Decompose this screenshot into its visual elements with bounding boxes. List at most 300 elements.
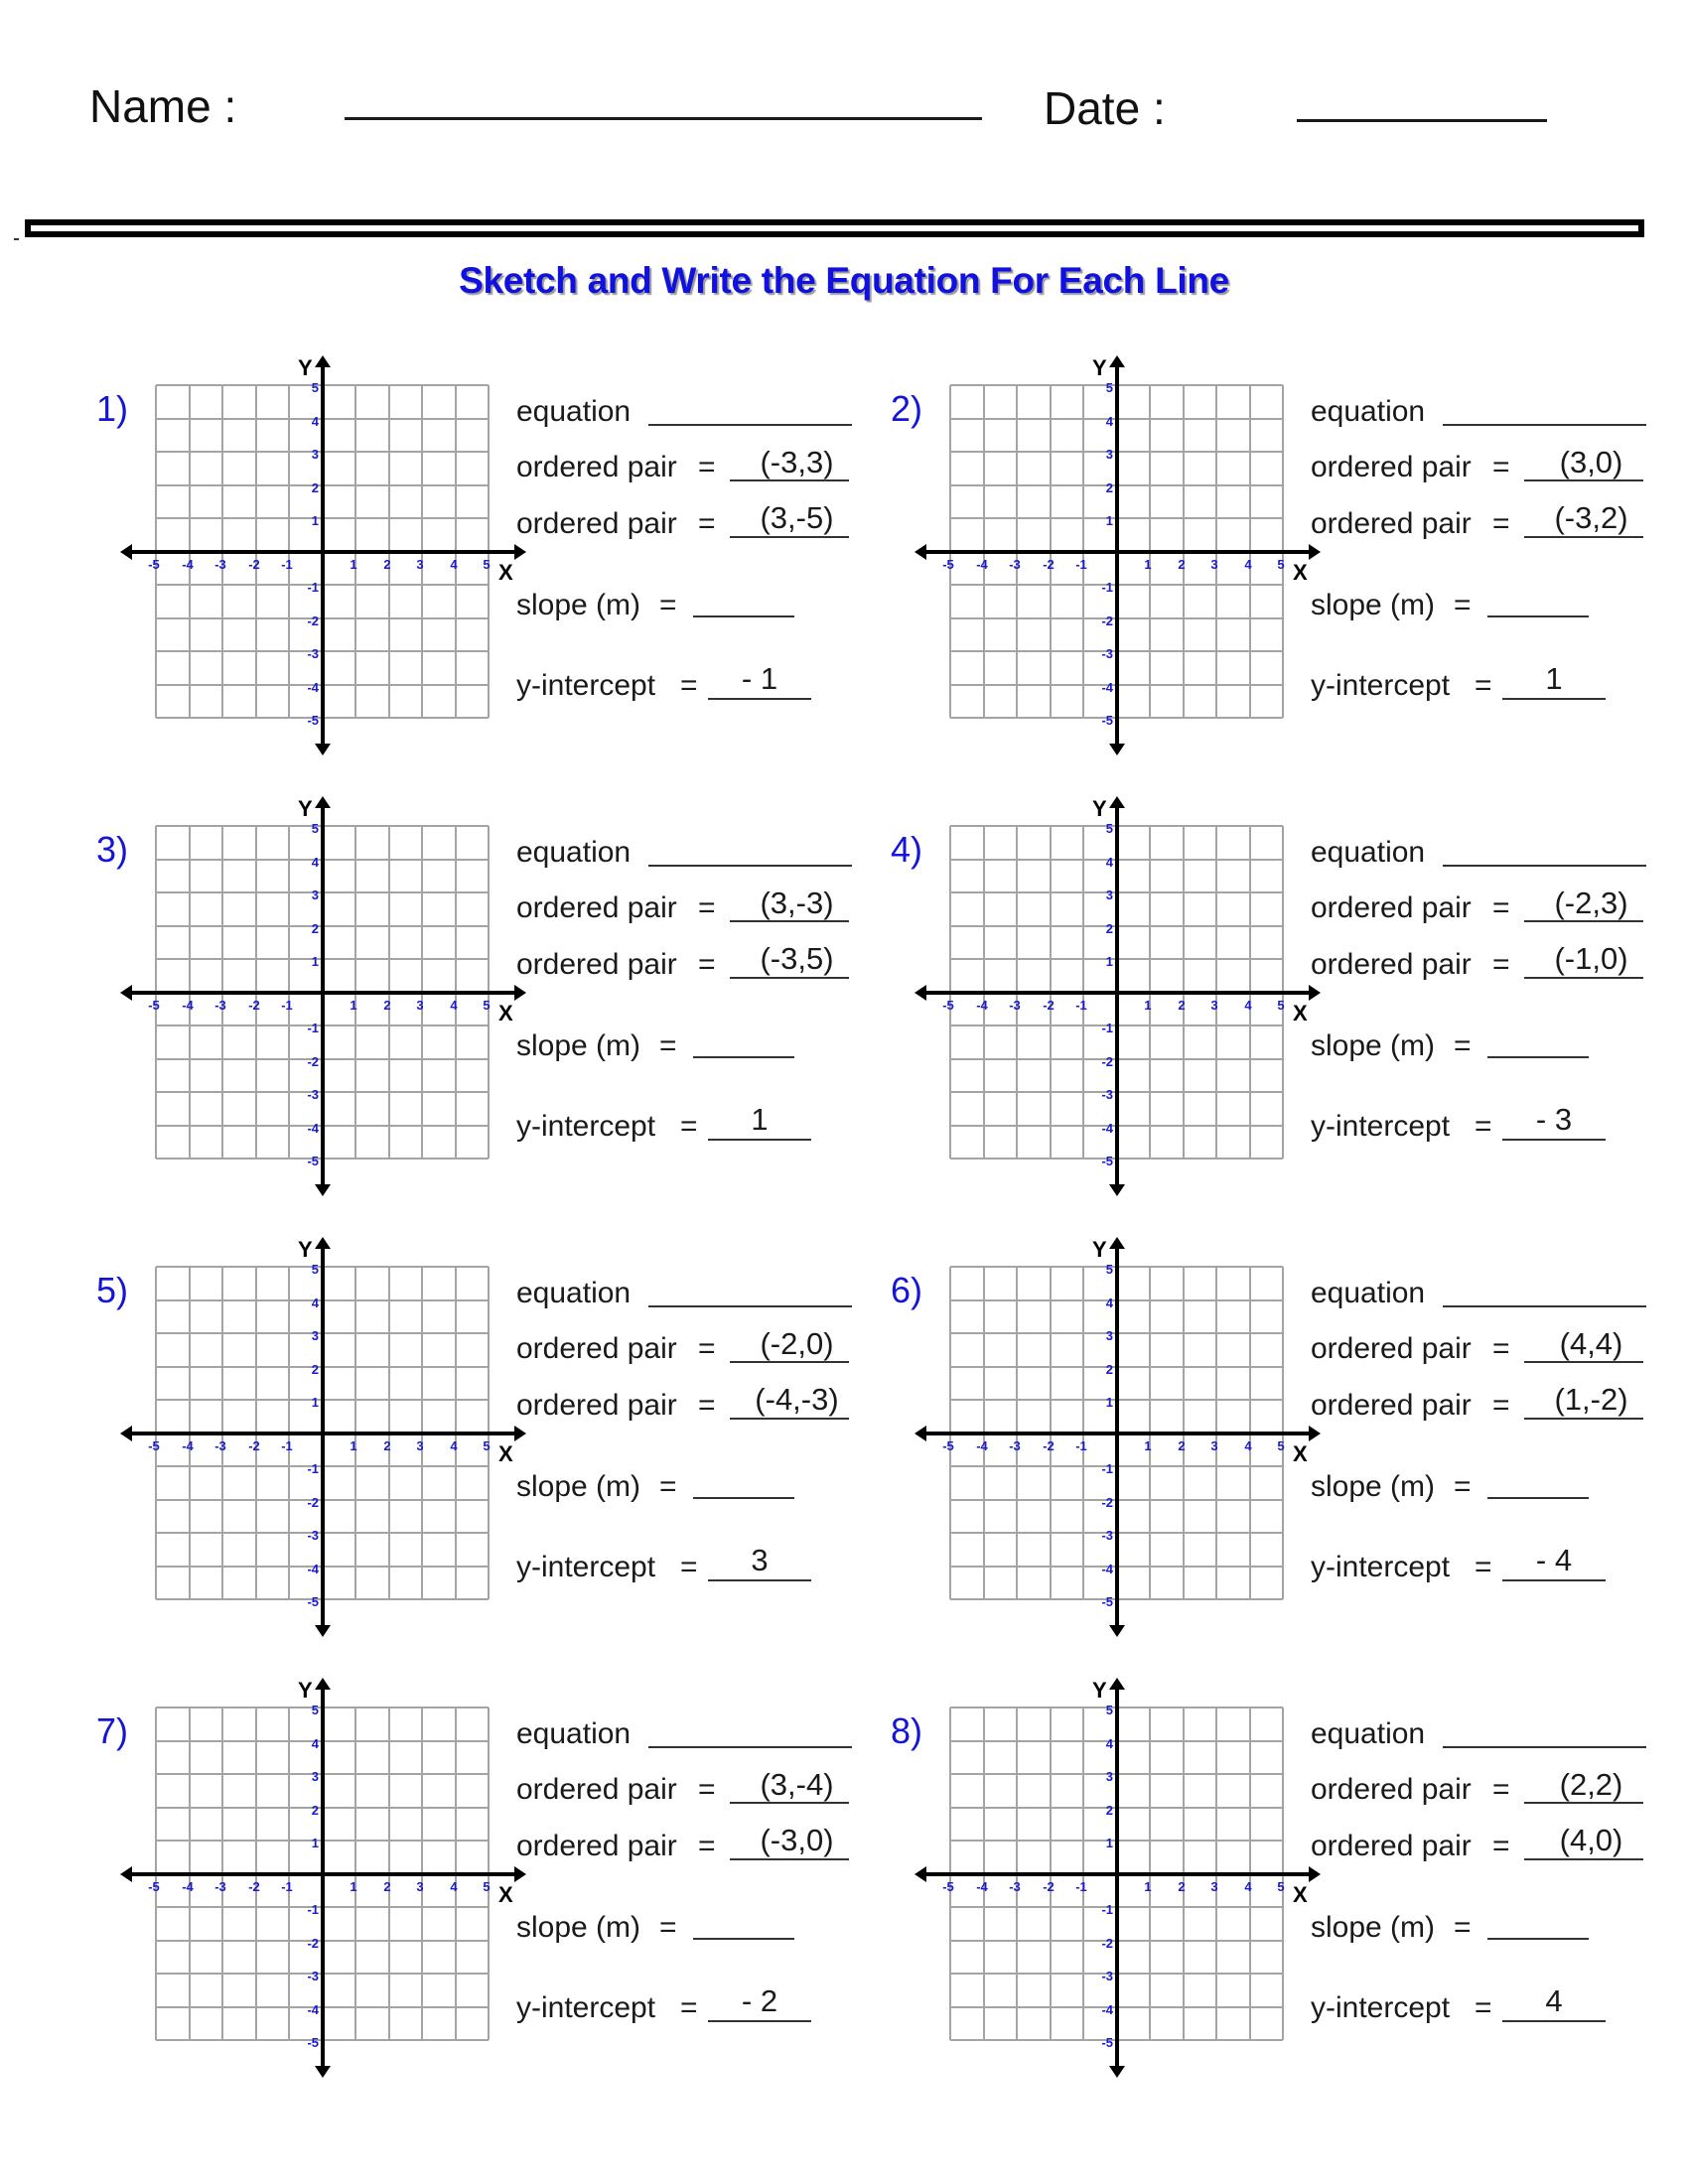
equals-sign: = [1454,1911,1472,1944]
y-tick-label: 4 [1105,855,1113,870]
y-tick-label: 2 [311,1803,319,1818]
x-tick-label: 3 [1210,557,1218,572]
equals-sign: = [659,1029,677,1062]
y-tick-label: 3 [1105,887,1113,902]
y-tick-label: 1 [311,1836,319,1850]
y-tick-label: -1 [1101,1902,1113,1917]
y-tick-label: 3 [311,887,319,902]
y-tick-label: -5 [1101,1154,1113,1168]
y-tick-label: 3 [311,1328,319,1343]
equals-sign: = [659,589,677,621]
x-tick-label: 2 [383,1438,391,1453]
slope-answer-field[interactable] [693,1938,794,1940]
x-tick-label: 5 [483,998,491,1013]
arrow-up-icon [315,1678,331,1690]
ordered-pair-1-field[interactable] [730,479,849,481]
x-tick-label: 3 [416,998,424,1013]
y-axis-label: Y [298,796,313,821]
equals-sign: = [1475,1991,1492,2024]
x-tick-label: -1 [1075,1879,1087,1894]
equals-sign: = [659,1911,677,1944]
equals-sign: = [680,1110,698,1143]
ordered-pair-2-value: (-3,0) [760,1823,834,1857]
x-tick-label: -5 [148,998,160,1013]
ordered-pair-2-field[interactable] [730,977,849,979]
ordered-pair-label: ordered pair [516,948,677,981]
arrow-left-icon [120,1866,132,1882]
y-tick-label: -1 [307,1021,319,1035]
x-tick-label: -2 [248,1879,260,1894]
y-intercept-label: y-intercept [1311,1110,1451,1143]
arrow-down-icon [315,2066,331,2078]
arrow-left-icon [120,1426,132,1441]
problem-number: 3) [96,829,129,870]
ordered-pair-1-value: (2,2) [1559,1767,1623,1802]
equals-sign: = [1492,891,1510,924]
x-tick-label: 2 [383,998,391,1013]
equation-label: equation [1311,1277,1426,1309]
x-tick-label: -1 [1075,557,1087,572]
ordered-pair-2-value: (-1,0) [1554,941,1628,976]
x-axis-label: X [498,560,513,585]
y-tick-label: -5 [307,1594,319,1609]
equals-sign: = [1492,1773,1510,1806]
equals-sign: = [1492,948,1510,981]
ordered-pair-label: ordered pair [516,451,677,483]
y-tick-label: 5 [1105,1262,1113,1277]
ordered-pair-1-value: (-2,3) [1554,886,1628,920]
name-field[interactable] [345,117,982,120]
ordered-pair-2-field[interactable] [1524,977,1643,979]
y-tick-label: -2 [1101,1495,1113,1510]
x-tick-label: 1 [1144,998,1152,1013]
y-intercept-value: - 1 [741,661,778,696]
x-tick-label: 1 [350,998,357,1013]
ordered-pair-2-value: (-3,5) [760,941,834,976]
y-tick-label: 2 [311,1362,319,1377]
y-axis [1115,363,1119,746]
y-intercept-field[interactable] [708,1139,811,1141]
y-intercept-field[interactable] [1502,2020,1606,2022]
ordered-pair-label: ordered pair [516,1830,677,1862]
x-tick-label: -4 [182,557,194,572]
y-tick-label: 1 [311,1395,319,1410]
x-tick-label: 1 [350,1879,357,1894]
y-tick-label: 2 [311,480,319,495]
ordered-pair-2-field[interactable] [1524,1858,1643,1860]
x-tick-label: 4 [1244,557,1252,572]
arrow-right-icon [1309,544,1321,560]
x-tick-label: -2 [248,1438,260,1453]
slope-label: slope (m) [516,1911,641,1944]
arrow-right-icon [1309,1426,1321,1441]
y-tick-label: -4 [307,1562,319,1576]
arrow-left-icon [120,985,132,1001]
y-intercept-field[interactable] [708,2020,811,2022]
x-tick-label: 4 [450,1438,458,1453]
ordered-pair-2-field[interactable] [1524,536,1643,538]
x-axis-label: X [1293,560,1308,585]
date-field[interactable] [1297,119,1547,122]
slope-answer-field[interactable] [693,1497,794,1499]
y-axis-label: Y [298,355,313,380]
arrow-down-icon [1109,1625,1125,1637]
ordered-pair-1-value: (3,-4) [760,1767,834,1802]
name-label: Name : [89,80,237,132]
y-intercept-value: - 3 [1535,1102,1573,1137]
equation-answer-field[interactable] [1443,1746,1646,1748]
equation-answer-field[interactable] [1443,865,1646,867]
slope-answer-field[interactable] [1487,1056,1589,1058]
y-intercept-label: y-intercept [1311,1551,1451,1583]
y-tick-label: -5 [307,2035,319,2050]
y-tick-label: -3 [307,1528,319,1543]
y-tick-label: 3 [311,1769,319,1784]
arrow-left-icon [914,1866,926,1882]
header-divider [25,219,1644,237]
y-tick-label: 5 [311,1262,319,1277]
y-intercept-field[interactable] [1502,1579,1606,1581]
y-tick-label: 5 [1105,380,1113,395]
x-tick-label: 1 [1144,1438,1152,1453]
y-tick-label: -2 [307,1054,319,1069]
equation-answer-field[interactable] [648,424,852,426]
x-tick-label: 4 [1244,1438,1252,1453]
arrow-down-icon [1109,2066,1125,2078]
y-tick-label: 3 [311,447,319,462]
arrow-right-icon [514,1426,526,1441]
ordered-pair-1-field[interactable] [1524,1802,1643,1804]
y-tick-label: 2 [1105,1803,1113,1818]
y-axis-label: Y [298,1678,313,1703]
x-tick-label: 5 [1277,1879,1285,1894]
x-tick-label: -5 [148,1879,160,1894]
x-tick-label: 5 [483,1438,491,1453]
ordered-pair-2-field[interactable] [730,1858,849,1860]
x-tick-label: -4 [976,1438,988,1453]
ordered-pair-label: ordered pair [1311,1332,1472,1365]
y-intercept-value: 1 [751,1102,769,1137]
equals-sign: = [1492,1830,1510,1862]
x-tick-label: 3 [1210,1879,1218,1894]
y-tick-label: 3 [1105,1328,1113,1343]
x-tick-label: -1 [281,1438,293,1453]
y-axis [321,804,325,1186]
y-intercept-label: y-intercept [1311,1991,1451,2024]
x-tick-label: -3 [1009,1879,1021,1894]
arrow-down-icon [1109,744,1125,755]
ordered-pair-1-field[interactable] [730,1802,849,1804]
y-tick-label: -4 [1101,2002,1113,2017]
equals-sign: = [1475,1551,1492,1583]
ordered-pair-label: ordered pair [1311,1773,1472,1806]
y-axis [321,363,325,746]
problem-number: 8) [891,1710,923,1751]
y-tick-label: 2 [1105,921,1113,936]
y-tick-label: 5 [1105,1703,1113,1717]
y-axis [1115,804,1119,1186]
y-tick-label: -5 [307,713,319,728]
y-tick-label: -1 [307,580,319,595]
x-axis-label: X [498,1441,513,1466]
equation-answer-field[interactable] [648,1746,852,1748]
slope-answer-field[interactable] [1487,1938,1589,1940]
x-axis-label: X [1293,1882,1308,1907]
ordered-pair-1-value: (3,-3) [760,886,834,920]
x-tick-label: -3 [214,1879,226,1894]
y-intercept-label: y-intercept [516,669,656,702]
x-tick-label: -1 [1075,998,1087,1013]
ordered-pair-1-value: (-2,0) [760,1326,834,1361]
y-tick-label: 1 [311,954,319,969]
equation-answer-field[interactable] [1443,1305,1646,1307]
ordered-pair-2-field[interactable] [1524,1418,1643,1420]
y-axis-label: Y [1092,1237,1107,1262]
ordered-pair-1-field[interactable] [1524,479,1643,481]
problem-number: 6) [891,1270,923,1310]
y-intercept-field[interactable] [1502,1139,1606,1141]
equation-label: equation [516,1717,632,1750]
ordered-pair-2-field[interactable] [730,536,849,538]
y-tick-label: -1 [307,1902,319,1917]
arrow-up-icon [1109,1678,1125,1690]
ordered-pair-label: ordered pair [516,1773,677,1806]
x-tick-label: -5 [148,1438,160,1453]
ordered-pair-2-field[interactable] [730,1418,849,1420]
y-intercept-value: 4 [1545,1983,1563,2018]
arrow-up-icon [315,796,331,808]
y-axis [321,1245,325,1627]
x-tick-label: -4 [182,1879,194,1894]
equation-answer-field[interactable] [648,865,852,867]
y-tick-label: -3 [307,1087,319,1102]
equals-sign: = [1475,669,1492,702]
equation-label: equation [516,1277,632,1309]
x-tick-label: 1 [1144,557,1152,572]
y-tick-label: -3 [1101,1087,1113,1102]
x-axis-label: X [498,1001,513,1025]
x-tick-label: -3 [1009,998,1021,1013]
y-intercept-field[interactable] [708,698,811,700]
equation-answer-field[interactable] [1443,424,1646,426]
x-tick-label: 3 [416,557,424,572]
y-intercept-label: y-intercept [516,1110,656,1143]
x-tick-label: 5 [1277,557,1285,572]
y-tick-label: -3 [1101,1528,1113,1543]
slope-label: slope (m) [516,1029,641,1062]
slope-label: slope (m) [1311,1029,1436,1062]
ordered-pair-label: ordered pair [516,891,677,924]
ordered-pair-1-field[interactable] [1524,1361,1643,1363]
y-axis [1115,1686,1119,2068]
problem-number: 1) [96,388,129,429]
y-tick-label: -1 [1101,1461,1113,1476]
x-tick-label: -2 [1043,557,1055,572]
x-tick-label: -5 [942,1438,954,1453]
stray-mark [14,238,19,240]
y-tick-label: 4 [1105,414,1113,429]
y-intercept-label: y-intercept [516,1991,656,2024]
ordered-pair-label: ordered pair [516,1332,677,1365]
ordered-pair-2-value: (3,-5) [760,500,834,535]
y-intercept-label: y-intercept [1311,669,1451,702]
equation-label: equation [1311,1717,1426,1750]
arrow-up-icon [1109,1237,1125,1249]
arrow-left-icon [914,544,926,560]
y-tick-label: 4 [311,1736,319,1751]
y-tick-label: -1 [1101,1021,1113,1035]
equals-sign: = [1492,451,1510,483]
ordered-pair-1-value: (3,0) [1559,445,1623,479]
ordered-pair-2-value: (-4,-3) [755,1382,839,1417]
x-tick-label: -4 [976,998,988,1013]
equals-sign: = [698,1332,716,1365]
arrow-left-icon [120,544,132,560]
equation-label: equation [1311,836,1426,869]
equals-sign: = [680,669,698,702]
y-tick-label: 4 [311,1296,319,1310]
equals-sign: = [1475,1110,1492,1143]
y-tick-label: 5 [311,380,319,395]
y-tick-label: -3 [307,1969,319,1983]
slope-answer-field[interactable] [1487,615,1589,617]
y-tick-label: -5 [1101,2035,1113,2050]
y-tick-label: -5 [1101,713,1113,728]
x-axis-label: X [1293,1441,1308,1466]
y-tick-label: 5 [311,821,319,836]
equals-sign: = [698,948,716,981]
x-tick-label: 5 [1277,998,1285,1013]
y-intercept-label: y-intercept [516,1551,656,1583]
y-tick-label: 5 [1105,821,1113,836]
ordered-pair-2-value: (-3,2) [1554,500,1628,535]
arrow-left-icon [914,1426,926,1441]
arrow-up-icon [315,355,331,367]
slope-label: slope (m) [1311,589,1436,621]
x-tick-label: -4 [976,1879,988,1894]
x-tick-label: 2 [383,1879,391,1894]
arrow-down-icon [315,744,331,755]
arrow-down-icon [315,1184,331,1196]
y-intercept-field[interactable] [1502,698,1606,700]
arrow-up-icon [1109,355,1125,367]
y-tick-label: 2 [311,921,319,936]
y-tick-label: 1 [1105,1836,1113,1850]
y-tick-label: -2 [1101,614,1113,628]
ordered-pair-1-field[interactable] [730,920,849,922]
y-tick-label: -3 [307,646,319,661]
ordered-pair-label: ordered pair [1311,891,1472,924]
ordered-pair-1-field[interactable] [1524,920,1643,922]
y-tick-label: 2 [1105,1362,1113,1377]
ordered-pair-label: ordered pair [1311,451,1472,483]
y-tick-label: -4 [1101,1562,1113,1576]
problem-number: 5) [96,1270,129,1310]
x-tick-label: -5 [148,557,160,572]
x-tick-label: -1 [281,1879,293,1894]
equation-answer-field[interactable] [648,1305,852,1307]
ordered-pair-label: ordered pair [1311,507,1472,540]
x-tick-label: -2 [248,557,260,572]
x-tick-label: 5 [483,1879,491,1894]
y-tick-label: 4 [311,414,319,429]
x-tick-label: 4 [1244,998,1252,1013]
y-intercept-value: 1 [1545,661,1563,696]
equals-sign: = [698,1389,716,1422]
problem-number: 4) [891,829,923,870]
slope-answer-field[interactable] [693,615,794,617]
x-tick-label: 2 [1178,1879,1186,1894]
y-tick-label: 3 [1105,447,1113,462]
x-tick-label: 4 [1244,1879,1252,1894]
x-axis-label: X [498,1882,513,1907]
x-tick-label: 1 [350,557,357,572]
slope-answer-field[interactable] [693,1056,794,1058]
y-tick-label: -3 [1101,1969,1113,1983]
equals-sign: = [698,1773,716,1806]
equals-sign: = [1492,1389,1510,1422]
equation-label: equation [1311,395,1426,428]
y-tick-label: 1 [1105,1395,1113,1410]
equals-sign: = [698,1830,716,1862]
equals-sign: = [1492,507,1510,540]
y-intercept-field[interactable] [708,1579,811,1581]
y-tick-label: 3 [1105,1769,1113,1784]
y-tick-label: -4 [1101,680,1113,695]
arrow-right-icon [514,1866,526,1882]
arrow-up-icon [1109,796,1125,808]
slope-label: slope (m) [516,1470,641,1503]
y-tick-label: -1 [307,1461,319,1476]
equals-sign: = [1492,1332,1510,1365]
y-tick-label: -4 [307,2002,319,2017]
x-tick-label: -3 [1009,557,1021,572]
equation-label: equation [516,395,632,428]
y-tick-label: 4 [1105,1296,1113,1310]
y-tick-label: 1 [1105,513,1113,528]
y-axis-label: Y [298,1237,313,1262]
x-tick-label: -3 [1009,1438,1021,1453]
y-intercept-value: - 2 [741,1983,778,2018]
x-tick-label: 2 [1178,998,1186,1013]
x-tick-label: -2 [248,998,260,1013]
equals-sign: = [1454,589,1472,621]
y-tick-label: 4 [1105,1736,1113,1751]
ordered-pair-1-value: (4,4) [1559,1326,1623,1361]
x-tick-label: 4 [450,1879,458,1894]
y-tick-label: -2 [307,1495,319,1510]
x-tick-label: -1 [281,998,293,1013]
y-tick-label: 1 [311,513,319,528]
arrow-right-icon [514,985,526,1001]
arrow-right-icon [1309,1866,1321,1882]
y-axis-label: Y [1092,1678,1107,1703]
x-tick-label: -3 [214,557,226,572]
y-axis [1115,1245,1119,1627]
x-tick-label: -5 [942,1879,954,1894]
y-tick-label: -2 [1101,1054,1113,1069]
ordered-pair-1-field[interactable] [730,1361,849,1363]
y-tick-label: 1 [1105,954,1113,969]
arrow-right-icon [1309,985,1321,1001]
x-tick-label: 1 [350,1438,357,1453]
y-tick-label: -4 [307,680,319,695]
equals-sign: = [698,451,716,483]
ordered-pair-2-value: (4,0) [1559,1823,1623,1857]
slope-answer-field[interactable] [1487,1497,1589,1499]
problem-number: 7) [96,1710,129,1751]
y-axis [321,1686,325,2068]
